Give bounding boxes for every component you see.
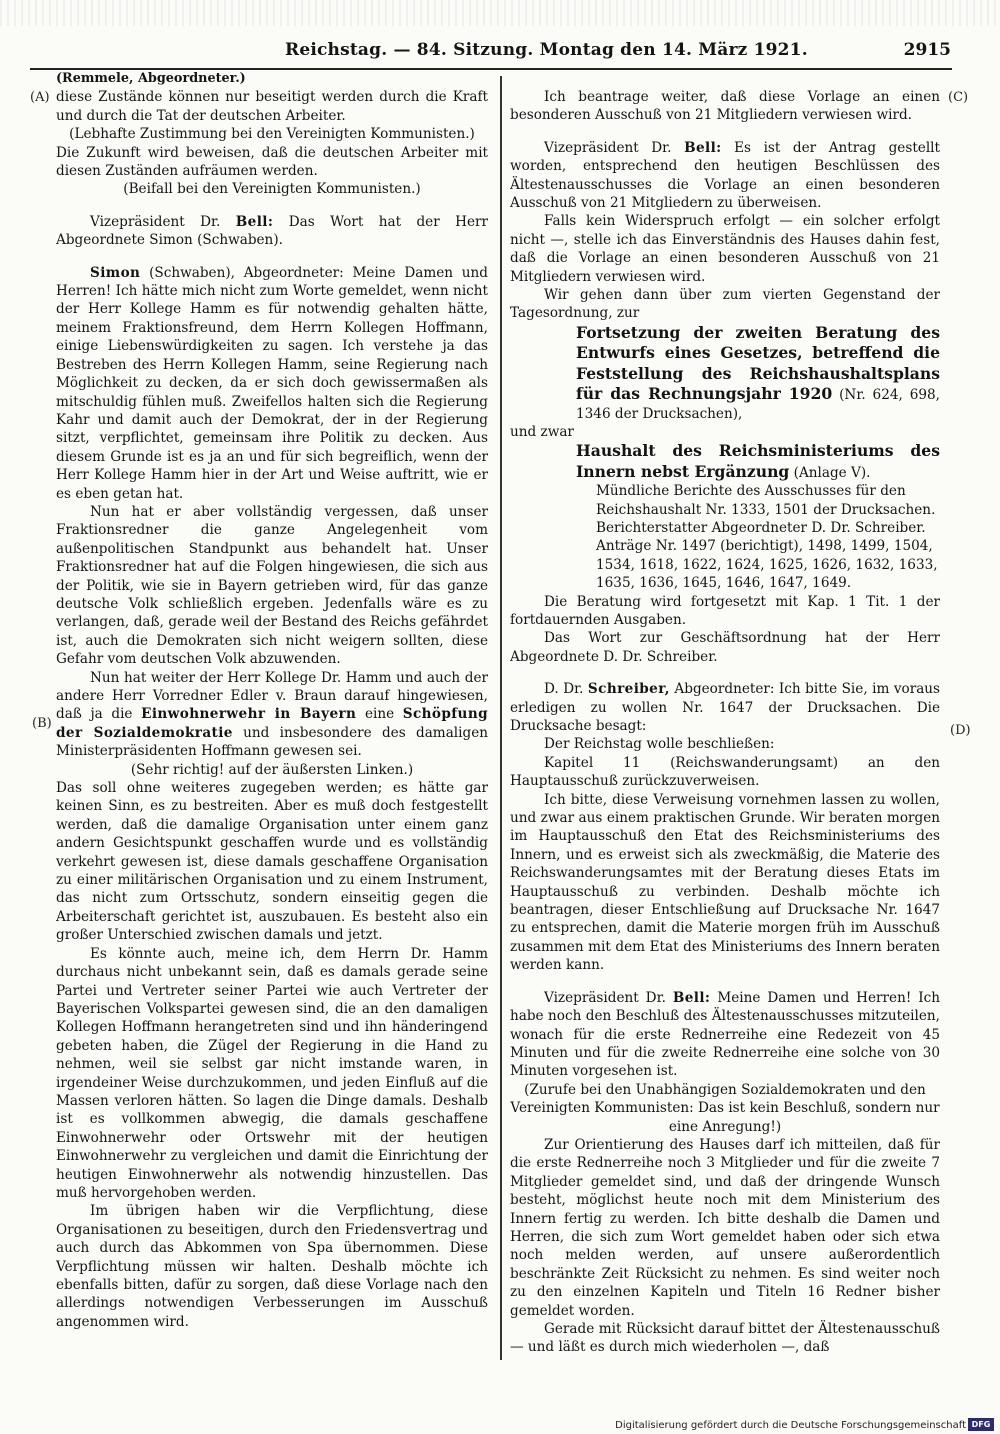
rapporteur: Berichterstatter Abgeordneter D. Dr. Schreiber. bbox=[596, 519, 926, 536]
speaker-name: Bell: bbox=[684, 139, 722, 156]
running-header bbox=[285, 40, 955, 68]
paragraph: Ich beantrage weiter, daß diese Vorlage an einen besonderen Ausschuß von 21 Mitgliedern verwiesen wird. bbox=[510, 89, 940, 124]
paragraph: Ich bitte, diese Verweisung vornehmen lassen zu wollen, und zwar aus einem praktischen Grunde. Wir beraten morgen im Hauptausschuß den Etat des Reichsministeriums des Innern, und es erweist sich als zweckmäßig, die Materie des Reichswanderungsamtes mit der Beratung dieses Etats im Hauptausschuß zu verbinden. Deshalb möchte ich beantragen, dieser Entschließung auf Drucksache Nr. 1647 zu entsprechen, damit die Materie morgen früh im Ausschuß zusammen mit dem Etat des Ministeriums des Innern beraten werden kann. bbox=[510, 791, 940, 974]
right-column bbox=[510, 70, 940, 1360]
agenda-heading: Fortsetzung der zweiten Beratung des Entwurfs eines Gesetzes, betreffend die Feststellung des Reichshaushaltsplans für das Rechnungsjahr 1920 bbox=[576, 322, 940, 404]
interjection: (Zurufe bei den Unabhängigen Sozialdemokraten und den Vereinigten Kommunisten: Das ist kein Beschluß, sondern nur eine Anregung!) bbox=[510, 1081, 940, 1135]
report-reference: Mündliche Berichte des Ausschusses für den Reichshaushalt Nr. 1333, 1501 der Drucksachen. bbox=[596, 483, 936, 518]
paragraph: Zur Orientierung des Hauses darf ich mitteilen, daß für die erste Rednerreihe noch 3 Mitglieder und für die zweite 7 Mitglieder gemeldet sind, und daß der dringende Wunsch besteht, möglichst heute noch mit dem Ministerium des Innern fertig zu werden. Ich bitte deshalb die Damen und Herren, die sich zum Wort gemeldet haben oder sich etwa noch melden werden, auf unsere außerordentlich beschränkte Zeit Rücksicht zu nehmen. Es sind weiter noch zu den einzelnen Kapiteln und Titeln 16 Redner bisher gemeldet worden. bbox=[510, 1136, 940, 1319]
speaker-continuation: (Remmele, Abgeordneter.) bbox=[56, 71, 246, 86]
speaker-name: Simon bbox=[90, 264, 141, 281]
speech-text: (Schwaben), Abgeordneter: Meine Damen und Herren! Ich hätte mich nicht zum Worte gemeldet, wenn nicht der Herr Kollege Hamm es für notwendig gehalten hätte, meinem Fraktionsfreund, dem Herrn Kollegen Hoffmann, einige Liebenswürdigkeiten zu sagen. Ich verstehe ja das Bestreben des Herrn Kollegen Hamm, seine Regierung nach Möglichkeit zu decken, da er sich doch gewissermaßen als mitschuldig fühlen muß. Zweifellos halten sich die Regierung Kahr und damit auch der Demokrat, der in der Regierung sitzt, verpflichtet, gemeinsam ihre Politik zu decken. Aus diesem Grunde ist es ja an und für sich begreiflich, wenn der Herr Kollege Hamm hier in der Art und Weise auftritt, wie er es eben getan hat. bbox=[56, 264, 488, 502]
paragraph: und zwar bbox=[510, 423, 574, 440]
paragraph: Im übrigen haben wir die Verpflichtung, diese Organisationen zu beseitigen, durch den Friedensvertrag und auch durch das Abkommen von Spa übernommen. Diese Verpflichtung müssen wir halten. Deshalb möchte ich ebenfalls bitten, dafür zu sorgen, daß diese Vorlage nach den allerdings notwendigen Verbesserungen im Ausschuß angenommen wird. bbox=[56, 1203, 488, 1330]
paragraph: Das Wort zur Geschäftsordnung hat der Herr Abgeordnete D. Dr. Schreiber. bbox=[510, 630, 940, 665]
paragraph: Die Beratung wird fortgesetzt mit Kap. 1 Tit. 1 der fortdauernden Ausgaben. bbox=[510, 593, 940, 628]
paragraph bbox=[56, 669, 488, 761]
interjection: (Sehr richtig! auf der äußersten Linken.) bbox=[130, 761, 414, 778]
speaker-name: Bell: bbox=[672, 989, 711, 1006]
emphasis: Einwohnerwehr in Bayern bbox=[141, 706, 357, 723]
margin-mark-c: (C) bbox=[948, 90, 969, 105]
paragraph: Gerade mit Rücksicht darauf bittet der Ältestenausschuß — und läßt es durch mich wiederholen —, daß bbox=[510, 1321, 940, 1356]
margin-mark-a: (A) bbox=[30, 90, 50, 105]
interjection: (Beifall bei den Vereinigten Kommunisten.) bbox=[123, 181, 421, 198]
speaker-title: Vizepräsident Dr. bbox=[544, 989, 666, 1006]
speaker-paragraph bbox=[56, 264, 488, 503]
text-run: eine bbox=[364, 706, 395, 723]
page-number: 2915 bbox=[903, 40, 951, 60]
margin-mark-b: (B) bbox=[32, 716, 52, 731]
paragraph: Falls kein Widerspruch erfolgt — ein solcher erfolgt nicht —, stelle ich das Einverständnis des Hauses dahin fest, daß die Vorlage an einen besonderen Ausschuß von 21 Mitgliedern verwiesen wird. bbox=[510, 213, 940, 285]
quoted-resolution: Kapitel 11 (Reichswanderungsamt) an den Hauptausschuß zurückzuverweisen. bbox=[510, 754, 940, 790]
interjection: (Lebhafte Zustimmung bei den Vereinigten Kommunisten.) bbox=[69, 126, 475, 143]
speaker-paragraph bbox=[510, 680, 940, 735]
motion-list: Anträge Nr. 1497 (berichtigt), 1498, 1499, 1504, 1534, 1618, 1622, 1624, 1625, 1626, 1632, 1633, 1635, 1636, 1645, 1646, 1647, 1649. bbox=[596, 538, 938, 592]
speaker-title: D. Dr. bbox=[544, 681, 584, 698]
column-divider bbox=[500, 76, 502, 1360]
agenda-heading: Haushalt des Reichsministeriums des Innern nebst Ergänzung bbox=[576, 441, 940, 481]
paragraph: Das soll ohne weiteres zugegeben werden; es hätte gar keinen Sinn, es zu bestreiten. Aber es muß doch festgestellt werden, daß die damalige Organisation unter einem ganz andern Gesichtspunkt geschaffen wurde und es vollständig verkehrt gewesen ist, diese damals geschaffene Organisation zu einer militärischen Organisation und zu einem Instrument, das nicht zum Ortsschutz, sondern einseitig gegen die Arbeiterschaft gerichtet ist, auszubauen. Es besteht also ein großer Unterschied zwischen damals und jetzt. bbox=[56, 780, 488, 944]
scan-edge-noise bbox=[0, 0, 1000, 26]
speaker-title: Vizepräsident Dr. bbox=[90, 213, 221, 230]
speaker-title: Vizepräsident Dr. bbox=[544, 139, 672, 156]
agenda-reference: (Anlage V). bbox=[793, 464, 871, 481]
speaker-paragraph bbox=[510, 989, 940, 1081]
speaker-name: Schreiber, bbox=[587, 681, 670, 698]
emphasis: Schöpfung der Sozialdemokratie bbox=[56, 706, 488, 741]
margin-mark-d: (D) bbox=[950, 723, 971, 738]
paragraph: Wir gehen dann über zum vierten Gegenstand der Tagesordnung, zur bbox=[510, 287, 940, 322]
paragraph: Die Zukunft wird beweisen, daß die deutschen Arbeiter mit diesen Zuständen aufräumen werden. bbox=[56, 144, 488, 180]
agenda-item bbox=[510, 441, 940, 482]
speaker-paragraph bbox=[510, 139, 940, 213]
speech-text: Abgeordneter: Ich bitte Sie, im voraus erledigen zu wollen Nr. 1647 der Drucksachen. Die Drucksache besagt: bbox=[510, 681, 940, 734]
paragraph: diese Zustände können nur beseitigt werden durch die Kraft und durch die Tat der deutschen Arbeiter. bbox=[56, 89, 488, 124]
speech-text: Es ist der Antrag gestellt worden, entsprechend den heutigen Beschlüssen des Ältestenausschusses die Vorlage an einen besonderen Ausschuß von 21 Mitgliedern zu überweisen. bbox=[510, 139, 940, 212]
left-column bbox=[56, 70, 488, 1360]
speech-text: Das Wort hat der Herr Abgeordnete Simon (Schwaben). bbox=[56, 213, 488, 249]
speech-text: Meine Damen und Herren! Ich habe noch den Beschluß des Ältestenausschusses mitzuteilen, wonach für die erste Rednerreihe eine Redezeit von 45 Minuten und für die zweite Rednerreihe eine solche von 30 Minuten vorgesehen ist. bbox=[510, 989, 940, 1080]
dfg-logo: DFG bbox=[968, 1418, 994, 1431]
text-run: und insbesondere des damaligen Ministerpräsidenten Hoffmann gewesen sei. bbox=[56, 724, 488, 760]
digitization-credit: Digitalisierung gefördert durch die Deutsche Forschungsgemeinschaft bbox=[615, 1420, 966, 1431]
agenda-item bbox=[510, 323, 940, 423]
speaker-name: Bell: bbox=[235, 213, 274, 230]
header-title: Reichstag. — 84. Sitzung. Montag den 14. März 1921. bbox=[285, 40, 808, 60]
paragraph: Es könnte auch, meine ich, dem Herrn Dr. Hamm durchaus nicht unbekannt sein, daß es damals gerade seine Partei und Vertreter seiner Partei wie auch Vertreter der Bayerischen Volkspartei gewesen sind, die an den damaligen Kollegen Hoffmann herangetreten sind und ihn händeringend gebeten haben, die Zügel der Regierung in die Hand zu nehmen, weil sie selbst gar nicht imstande waren, in irgendeiner Weise durchzukommen, und jeden Einfluß auf die Massen verloren hätten. So lagen die Dinge damals. Deshalb ist es vollkommen abwegig, die damals geschaffene Einwohnerwehr oder Ortswehr mit der heutigen Einwohnerwehr zu vergleichen und damit die Einrichtung der heutigen Einwohnerwehr als notwendig hinzustellen. Das muß hervorgehoben werden. bbox=[56, 945, 488, 1201]
paragraph: Nun hat er aber vollständig vergessen, daß unser Fraktionsredner die ganze Angelegenheit vom außenpolitischen Standpunkt aus behandelt hat. Unser Fraktionsredner hat auf die Folgen hingewiesen, die sich aus der Politik, wie sie in Bayern getrieben wird, für das ganze deutsche Volk schließlich ergeben. Jedenfalls wäre es zu verlangen, daß, gerade weil der Bestand des Reichs gefährdet ist, auch die Demokraten sich nicht weigern sollten, diese Gefahr vom deutschen Volk abzuwenden. bbox=[56, 503, 488, 668]
quoted-resolution: Der Reichstag wolle beschließen: bbox=[544, 736, 775, 753]
agenda-reference: (Nr. 624, 698, 1346 der Drucksachen), bbox=[576, 387, 940, 422]
text-run: Nun hat weiter der Herr Kollege Dr. Hamm und auch der andere Herr Vorredner Edler v. Braun darauf hingewiesen, daß ja die bbox=[56, 669, 488, 723]
speaker-paragraph bbox=[56, 213, 488, 250]
